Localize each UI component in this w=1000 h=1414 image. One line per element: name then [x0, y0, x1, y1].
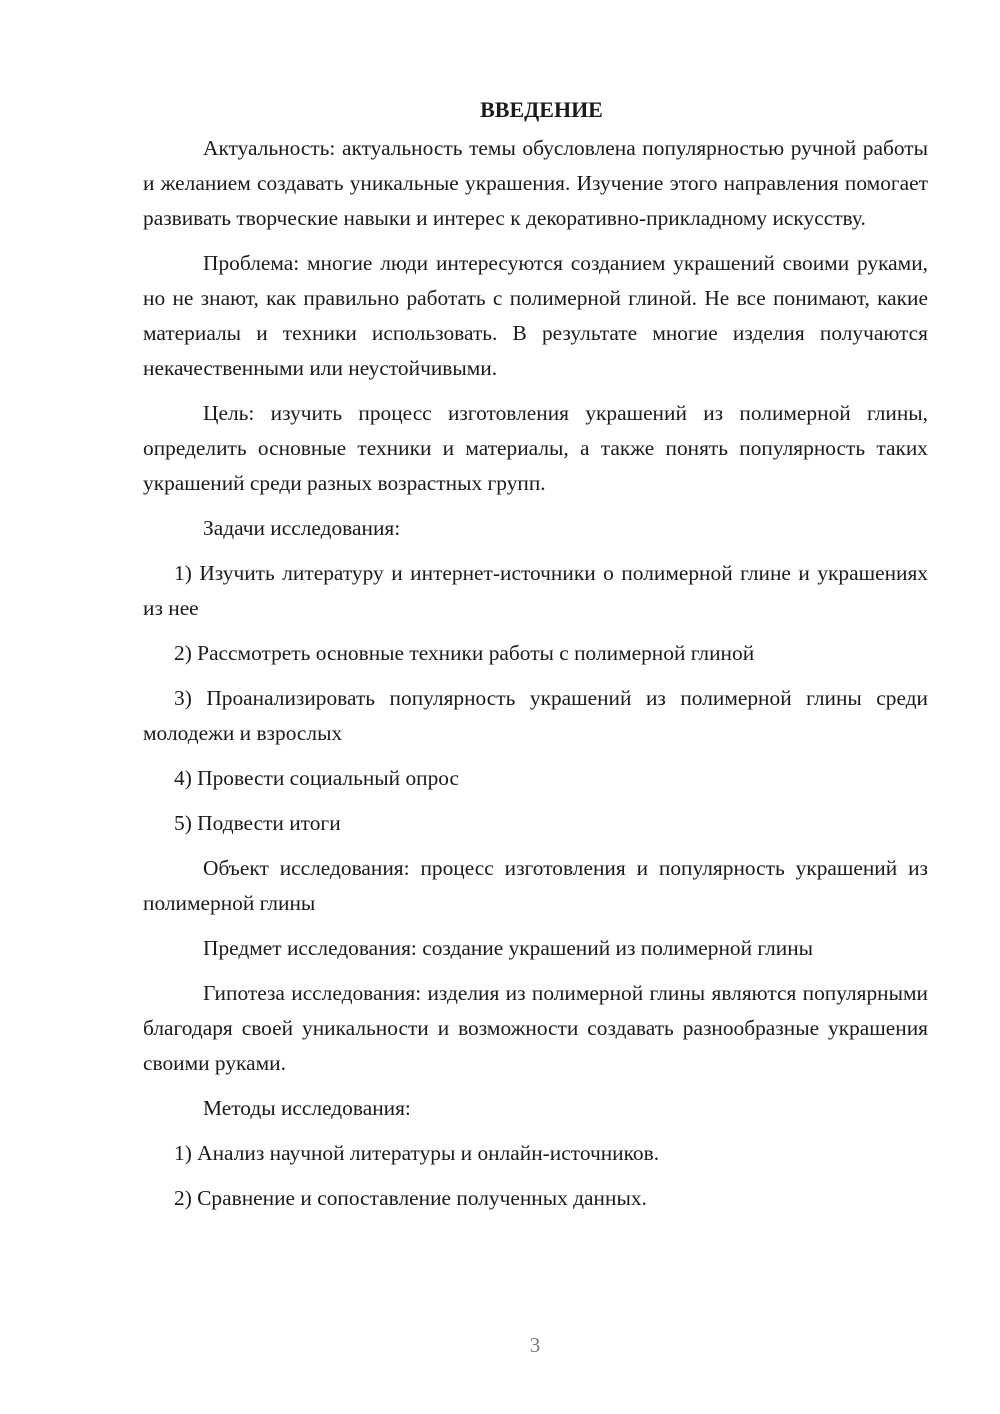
method-item: 1) Анализ научной литературы и онлайн-источников. — [174, 1141, 660, 1165]
paragraph-relevance: Актуальность: актуальность темы обусловлена популярностью ручной работы и желанием создавать уникальные украшения. Изучение этого направления помогает развивать творческие навыки и интерес к декоративно-прикладному искусству. — [143, 136, 928, 230]
paragraph-goal: Цель: изучить процесс изготовления украшений из полимерной глины, определить основные техники и материалы, а также понять популярность таких украшений среди разных возрастных групп. — [143, 401, 928, 495]
task-item: 1) Изучить литературу и интернет-источники о полимерной глине и украшениях из нее — [143, 561, 928, 620]
document-page — [143, 92, 928, 1226]
paragraph-hypothesis: Гипотеза исследования: изделия из полимерной глины являются популярными благодаря своей уникальности и возможности создавать разнообразные украшения своими руками. — [143, 981, 928, 1075]
section-heading: ВВЕДЕНИЕ — [480, 97, 603, 122]
task-item: 3) Проанализировать популярность украшений из полимерной глины среди молодежи и взрослых — [143, 686, 928, 745]
paragraph-object: Объект исследования: процесс изготовления и популярность украшений из полимерной глины — [143, 856, 928, 915]
task-item: 4) Провести социальный опрос — [174, 766, 460, 790]
paragraph-subject: Предмет исследования: создание украшений из полимерной глины — [203, 936, 814, 960]
paragraph-problem: Проблема: многие люди интересуются созданием украшений своими руками, но не знают, как правильно работать с полимерной глиной. Не все понимают, какие материалы и техники использовать. В результате многие изделия получаются некачественными или неустойчивыми. — [143, 251, 928, 380]
page-number: 3 — [529, 1333, 541, 1357]
methods-heading: Методы исследования: — [203, 1096, 411, 1120]
task-item: 5) Подвести итоги — [174, 811, 341, 835]
tasks-heading: Задачи исследования: — [203, 516, 401, 540]
task-item: 2) Рассмотреть основные техники работы с полимерной глиной — [174, 641, 755, 665]
method-item: 2) Сравнение и сопоставление полученных данных. — [174, 1186, 647, 1210]
